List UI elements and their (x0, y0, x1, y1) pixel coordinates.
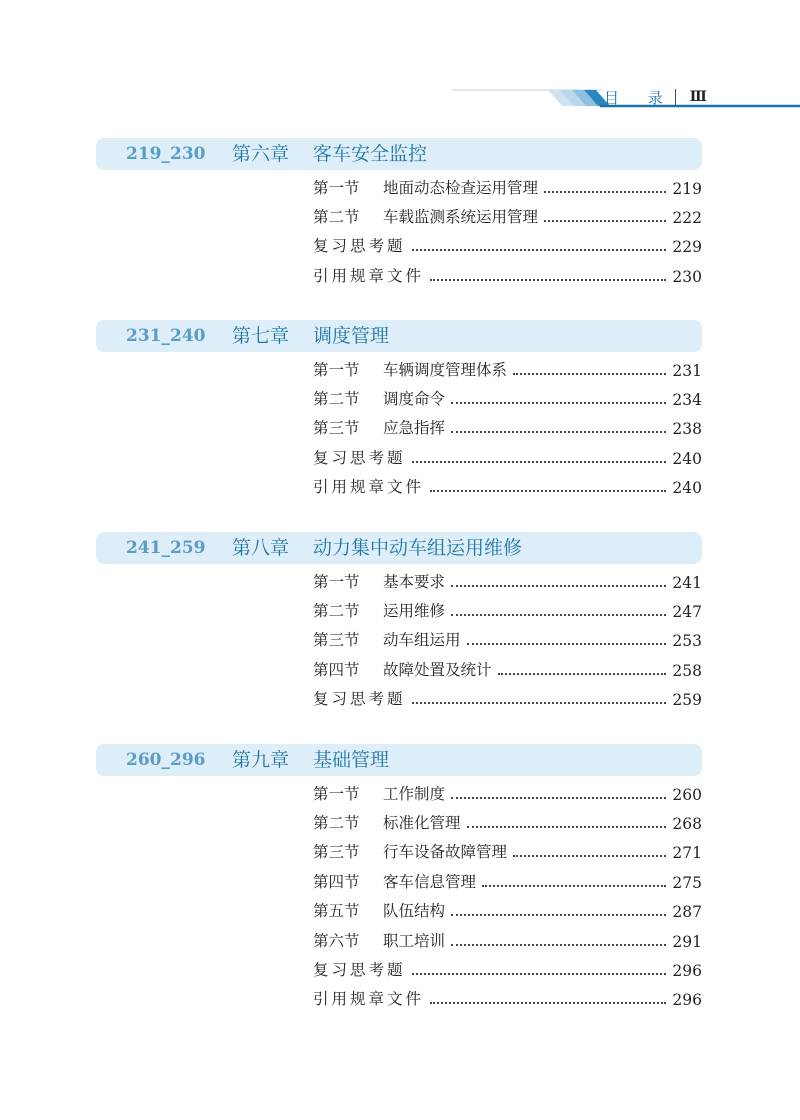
section-title: 调度命令 (383, 390, 446, 408)
page-number: 229 (672, 238, 702, 256)
section-title: 复习思考题 (313, 237, 406, 255)
toc-entry[interactable] (313, 778, 702, 804)
leader-dots (467, 826, 667, 828)
section-title: 职工培训 (383, 932, 446, 950)
section-label: 第三节 (313, 843, 360, 861)
chapter-label[interactable]: 第六章 (232, 143, 290, 165)
page-number: 275 (672, 874, 702, 892)
page-number: 287 (672, 903, 702, 921)
section-title: 行车设备故障管理 (383, 843, 508, 861)
toc-entry[interactable] (313, 954, 702, 980)
section-label: 第一节 (313, 361, 360, 379)
section-label: 第一节 (313, 179, 360, 197)
chapter-title[interactable]: 动力集中动车组运用维修 (313, 537, 523, 559)
header-separator (675, 89, 676, 105)
leader-dots (544, 220, 666, 222)
chapter-page-range: 260_296 (126, 750, 206, 770)
running-header (604, 86, 707, 108)
page-number: 258 (672, 662, 702, 680)
section-title: 引用规章文件 (313, 990, 425, 1008)
leader-dots (544, 191, 666, 193)
leader-dots (513, 855, 666, 857)
toc-entry[interactable] (313, 683, 702, 709)
chapter-page-range: 241_259 (126, 538, 206, 558)
section-label: 第四节 (313, 661, 360, 679)
toc-entry[interactable] (313, 624, 702, 650)
page-number: 241 (672, 574, 702, 592)
leader-dots (412, 461, 667, 463)
section-label: 第三节 (313, 419, 360, 437)
chapter-page-range: 219_230 (126, 144, 206, 164)
section-title: 故障处置及统计 (383, 661, 492, 679)
toc-entry[interactable] (313, 412, 702, 438)
page-number: 219 (672, 180, 702, 198)
page-number: 234 (672, 391, 702, 409)
toc-entry[interactable] (313, 172, 702, 198)
section-title: 车辆调度管理体系 (383, 361, 508, 379)
leader-dots (451, 431, 666, 433)
section-title: 动车组运用 (383, 631, 461, 649)
page-number: 268 (672, 815, 702, 833)
toc-entry[interactable] (313, 925, 702, 951)
toc-entry[interactable] (313, 654, 702, 680)
leader-dots (482, 885, 666, 887)
section-title: 引用规章文件 (313, 478, 425, 496)
leader-dots (430, 1002, 666, 1004)
section-label: 第三节 (313, 631, 360, 649)
page-number: 260 (672, 786, 702, 804)
leader-dots (451, 585, 666, 587)
section-title: 复习思考题 (313, 449, 406, 467)
toc-entry[interactable] (313, 383, 702, 409)
section-title: 队伍结构 (383, 902, 446, 920)
chapter-title[interactable]: 基础管理 (313, 749, 390, 771)
section-title: 应急指挥 (383, 419, 446, 437)
leader-dots (451, 944, 666, 946)
page-number: 230 (672, 268, 702, 286)
section-label: 第二节 (313, 390, 360, 408)
toc-entry[interactable] (313, 807, 702, 833)
section-title: 复习思考题 (313, 690, 406, 708)
leader-dots (412, 702, 667, 704)
page-number: 296 (672, 991, 702, 1009)
toc-entry[interactable] (313, 983, 702, 1009)
header-title: 目 录 (604, 88, 675, 107)
page-number: 222 (672, 209, 702, 227)
header-page-number: Ⅲ (689, 89, 707, 105)
leader-dots (498, 673, 667, 675)
chapter-label[interactable]: 第八章 (232, 537, 290, 559)
section-title: 引用规章文件 (313, 267, 425, 285)
page-number: 271 (672, 844, 702, 862)
chapter-page-range: 231_240 (126, 326, 206, 346)
section-title: 基本要求 (383, 573, 446, 591)
section-label: 第一节 (313, 573, 360, 591)
page-number: 259 (672, 691, 702, 709)
section-label: 第四节 (313, 873, 360, 891)
toc-entry[interactable] (313, 442, 702, 468)
toc-entry[interactable] (313, 566, 702, 592)
page-number: 253 (672, 632, 702, 650)
section-title: 客车信息管理 (383, 873, 477, 891)
section-title: 运用维修 (383, 602, 446, 620)
page-number: 291 (672, 933, 702, 951)
leader-dots (430, 279, 666, 281)
section-label: 第一节 (313, 785, 360, 803)
toc-entry[interactable] (313, 866, 702, 892)
page-number: 240 (672, 479, 702, 497)
toc-entry[interactable] (313, 354, 702, 380)
section-label: 第二节 (313, 208, 360, 226)
toc-entry[interactable] (313, 836, 702, 862)
leader-dots (451, 914, 666, 916)
page-number: 296 (672, 962, 702, 980)
section-title: 地面动态检查运用管理 (383, 179, 539, 197)
toc-entry[interactable] (313, 260, 702, 286)
chapter-title[interactable]: 客车安全监控 (313, 143, 428, 165)
section-title: 标准化管理 (383, 814, 461, 832)
leader-dots (451, 614, 666, 616)
section-label: 第六节 (313, 932, 360, 950)
section-label: 第二节 (313, 814, 360, 832)
toc-entry[interactable] (313, 595, 702, 621)
chapter-label[interactable]: 第九章 (232, 749, 290, 771)
leader-dots (467, 643, 667, 645)
page-number: 247 (672, 603, 702, 621)
page-number: 238 (672, 420, 702, 438)
leader-dots (451, 797, 666, 799)
toc-entry[interactable] (313, 895, 702, 921)
toc-entry[interactable] (313, 471, 702, 497)
page-number: 240 (672, 450, 702, 468)
leader-dots (412, 973, 667, 975)
leader-dots (513, 373, 666, 375)
leader-dots (451, 402, 666, 404)
toc-entry[interactable] (313, 230, 702, 256)
chapter-label[interactable]: 第七章 (232, 325, 290, 347)
section-title: 车载监测系统运用管理 (383, 208, 539, 226)
section-title: 复习思考题 (313, 961, 406, 979)
page-number: 231 (672, 362, 702, 380)
toc-entry[interactable] (313, 201, 702, 227)
section-label: 第二节 (313, 602, 360, 620)
section-title: 工作制度 (383, 785, 446, 803)
section-label: 第五节 (313, 902, 360, 920)
leader-dots (430, 490, 666, 492)
leader-dots (412, 249, 667, 251)
chapter-title[interactable]: 调度管理 (313, 325, 390, 347)
